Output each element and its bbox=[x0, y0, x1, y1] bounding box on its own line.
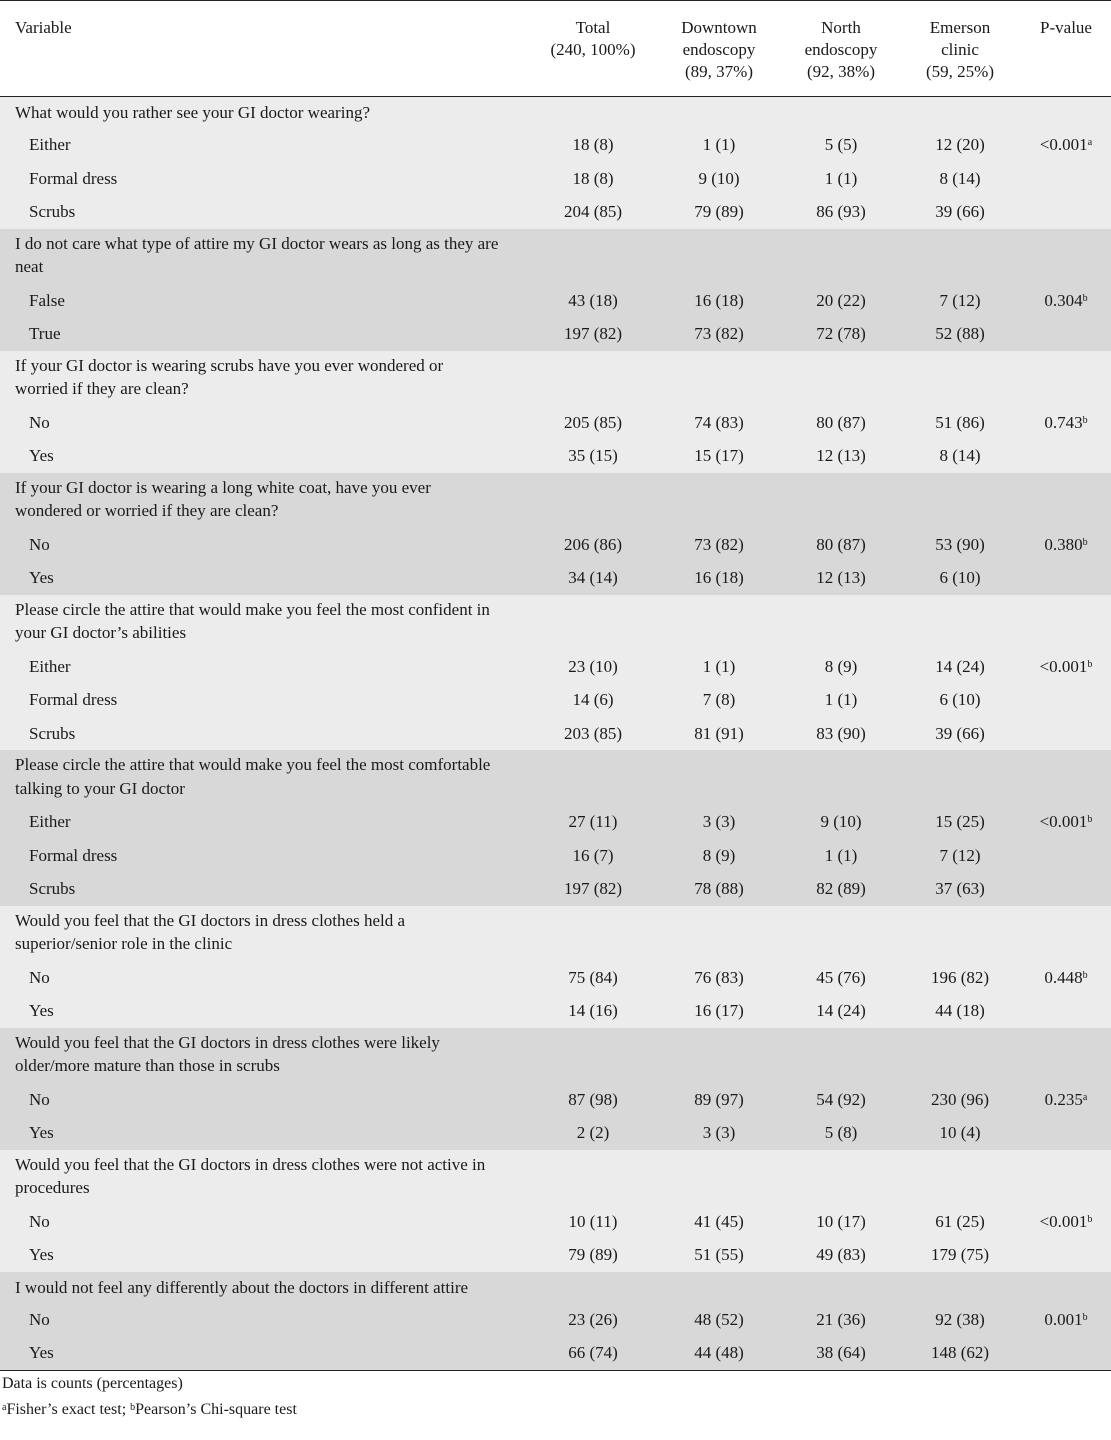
table-row bbox=[0, 717, 1111, 751]
table-cell: 197 (82) bbox=[563, 879, 623, 898]
table-cell: 92 (38) bbox=[935, 1309, 985, 1329]
footnote-tests: $^a$Fisher’s exact test; $^b$Pearson’s Chi-square test bbox=[2, 1400, 297, 1418]
header-total: Total (240, 100%) bbox=[550, 18, 636, 59]
table-cell: 10 (11) bbox=[568, 1211, 618, 1231]
table-cell: 15 (17) bbox=[694, 446, 744, 465]
question-text: What would you rather see your GI doctor wearing? bbox=[15, 103, 370, 122]
question-section bbox=[0, 473, 1111, 595]
row-label: Scrubs bbox=[29, 202, 76, 221]
table-cell: 35 (15) bbox=[568, 446, 618, 465]
table-cell: 12 (13) bbox=[816, 446, 866, 465]
table-cell: 80 (87) bbox=[816, 412, 866, 432]
p-value-number: <0.001 bbox=[1039, 1211, 1088, 1231]
p-value-number: 0.001 bbox=[1044, 1309, 1083, 1329]
table-row bbox=[0, 683, 1111, 717]
table-row bbox=[0, 195, 1111, 229]
table-cell: 6 (10) bbox=[939, 690, 981, 709]
row-label: No bbox=[29, 412, 50, 432]
table-row bbox=[0, 1238, 1111, 1272]
table-cell: 12 (13) bbox=[816, 568, 866, 587]
question-section bbox=[0, 906, 1111, 1028]
row-label: Either bbox=[29, 135, 71, 154]
table-cell: 203 (85) bbox=[563, 723, 623, 743]
table-body bbox=[0, 97, 1111, 1371]
question-section bbox=[0, 1272, 1111, 1370]
table-row bbox=[0, 650, 1111, 684]
row-label: True bbox=[29, 324, 61, 343]
table-cell: 16 (18) bbox=[694, 290, 744, 310]
table-cell: 45 (76) bbox=[816, 967, 866, 987]
row-label: No bbox=[29, 967, 50, 987]
table-cell: 48 (52) bbox=[694, 1309, 744, 1329]
table-cell: 23 (26) bbox=[568, 1309, 618, 1329]
table-header bbox=[0, 0, 1111, 97]
row-label: Formal dress bbox=[29, 690, 118, 709]
p-value-test-marker: b bbox=[1082, 414, 1088, 426]
header-north: North endoscopy (92, 38%) bbox=[804, 18, 878, 81]
question-section bbox=[0, 750, 1111, 906]
table-cell: 21 (36) bbox=[816, 1309, 866, 1329]
table-cell: 81 (91) bbox=[694, 723, 744, 743]
question-text: If your GI doctor is wearing a long white coat, have you ever wondered or worried if they are clean? bbox=[15, 477, 431, 520]
table-row bbox=[0, 839, 1111, 873]
table-cell: 86 (93) bbox=[816, 202, 866, 221]
table-cell: 87 (98) bbox=[568, 1089, 618, 1109]
table-cell: 1 (1) bbox=[824, 845, 858, 865]
table-cell: 1 (1) bbox=[824, 168, 858, 188]
p-value bbox=[1022, 1090, 1110, 1110]
table-cell: 10 (4) bbox=[939, 1123, 981, 1142]
question-text: I would not feel any differently about the doctors in different attire bbox=[15, 1277, 469, 1297]
question-section bbox=[0, 229, 1111, 351]
row-label: Yes bbox=[29, 1123, 54, 1142]
header-emerson: Emerson clinic (59, 25%) bbox=[926, 18, 994, 81]
p-value bbox=[1022, 291, 1110, 311]
table-cell: 14 (24) bbox=[816, 1001, 866, 1020]
p-value-test-marker: b bbox=[1082, 969, 1088, 981]
table-row bbox=[0, 406, 1111, 440]
p-value-number: 0.743 bbox=[1044, 412, 1083, 432]
table-cell: 20 (22) bbox=[816, 290, 866, 310]
question-section bbox=[0, 1150, 1111, 1272]
table-cell: 44 (48) bbox=[694, 1343, 744, 1362]
table-cell: 73 (82) bbox=[694, 324, 744, 343]
table-cell: 34 (14) bbox=[568, 568, 618, 587]
table-cell: 39 (66) bbox=[935, 723, 985, 743]
table-cell: 5 (5) bbox=[824, 135, 858, 154]
table-cell: 16 (18) bbox=[694, 568, 744, 587]
question-text: Would you feel that the GI doctors in dress clothes were likely older/more mature than those in scrubs bbox=[15, 1032, 440, 1075]
table-cell: 75 (84) bbox=[568, 967, 618, 987]
p-value-test-marker: a bbox=[1082, 1091, 1088, 1103]
row-label: Formal dress bbox=[29, 845, 118, 865]
footnotes bbox=[0, 1371, 1111, 1423]
table-row bbox=[0, 961, 1111, 995]
table-cell: 79 (89) bbox=[568, 1245, 618, 1264]
question-text: I do not care what type of attire my GI doctor wears as long as they are neat bbox=[15, 233, 499, 276]
p-value-number: 0.304 bbox=[1044, 290, 1083, 310]
row-label: Yes bbox=[29, 1001, 54, 1020]
table-row bbox=[0, 128, 1111, 162]
table-cell: 204 (85) bbox=[563, 202, 623, 221]
table-cell: 38 (64) bbox=[816, 1343, 866, 1362]
table-cell: 230 (96) bbox=[930, 1089, 990, 1109]
table-cell: 6 (10) bbox=[939, 568, 981, 587]
footnote-data-desc: Data is counts (percentages) bbox=[2, 1374, 183, 1392]
table-cell: 83 (90) bbox=[816, 723, 866, 743]
p-value-test-marker: b bbox=[1087, 1213, 1093, 1225]
table-row bbox=[0, 1083, 1111, 1117]
table-cell: 12 (20) bbox=[935, 135, 985, 154]
table-cell: 1 (1) bbox=[702, 135, 736, 154]
question-text: Please circle the attire that would make you feel the most comfortable talking to your GI doctor bbox=[15, 755, 491, 798]
table-row bbox=[0, 1205, 1111, 1239]
table-cell: 15 (25) bbox=[935, 812, 985, 831]
p-value bbox=[1022, 812, 1110, 832]
p-value-test-marker: b bbox=[1082, 292, 1088, 304]
header-downtown: Downtown endoscopy (89, 37%) bbox=[681, 18, 757, 81]
table-cell: 44 (18) bbox=[935, 1001, 985, 1020]
row-label: Formal dress bbox=[29, 168, 118, 188]
p-value bbox=[1022, 135, 1110, 155]
table-row bbox=[0, 284, 1111, 318]
table-cell: 27 (11) bbox=[568, 812, 618, 831]
table-cell: 1 (1) bbox=[824, 690, 858, 709]
question-text: Would you feel that the GI doctors in dress clothes were not active in procedures bbox=[15, 1154, 486, 1197]
p-value-test-marker: b bbox=[1087, 658, 1093, 670]
table-cell: 78 (88) bbox=[694, 879, 744, 898]
table-cell: 54 (92) bbox=[816, 1089, 866, 1109]
question-text: If your GI doctor is wearing scrubs have you ever wondered or worried if they are clean? bbox=[15, 355, 444, 398]
table-row bbox=[0, 162, 1111, 196]
p-value-test-marker: b bbox=[1082, 536, 1088, 548]
row-label: Yes bbox=[29, 446, 54, 465]
table-cell: 18 (8) bbox=[572, 168, 614, 188]
p-value-test-marker: b bbox=[1087, 814, 1093, 825]
table-cell: 73 (82) bbox=[694, 534, 744, 554]
table-cell: 89 (97) bbox=[694, 1089, 744, 1109]
table-cell: 43 (18) bbox=[568, 290, 618, 310]
table-cell: 37 (63) bbox=[935, 879, 985, 898]
p-value-test-marker: b bbox=[1082, 1311, 1088, 1323]
p-value bbox=[1022, 1310, 1110, 1330]
table-cell: 80 (87) bbox=[816, 534, 866, 554]
table-cell: 3 (3) bbox=[702, 1123, 736, 1142]
table-row bbox=[0, 872, 1111, 906]
table-cell: 197 (82) bbox=[563, 324, 623, 343]
p-value-number: 0.235 bbox=[1044, 1089, 1083, 1109]
table-cell: 49 (83) bbox=[816, 1245, 866, 1264]
row-label: Either bbox=[29, 656, 71, 676]
table-cell: 74 (83) bbox=[694, 412, 744, 432]
table-row bbox=[0, 528, 1111, 562]
table-cell: 148 (62) bbox=[930, 1343, 990, 1362]
table-cell: 179 (75) bbox=[930, 1245, 990, 1264]
table-cell: 205 (85) bbox=[563, 412, 623, 432]
table-cell: 16 (7) bbox=[572, 845, 614, 865]
table-row bbox=[0, 1303, 1111, 1337]
row-label: No bbox=[29, 534, 50, 554]
table-row bbox=[0, 1336, 1111, 1370]
table-cell: 10 (17) bbox=[816, 1211, 866, 1231]
row-label: Scrubs bbox=[29, 723, 76, 743]
table-cell: 61 (25) bbox=[935, 1211, 985, 1231]
row-label: No bbox=[29, 1089, 50, 1109]
question-section bbox=[0, 351, 1111, 473]
table-cell: 53 (90) bbox=[935, 534, 985, 554]
table-cell: 76 (83) bbox=[694, 967, 744, 987]
table-cell: 196 (82) bbox=[930, 967, 990, 987]
table-cell: 7 (8) bbox=[702, 690, 736, 709]
p-value bbox=[1022, 535, 1110, 555]
row-label: Scrubs bbox=[29, 879, 76, 898]
table-cell: 39 (66) bbox=[935, 202, 985, 221]
question-text: Please circle the attire that would make you feel the most confident in your GI doctor’s abilities bbox=[15, 599, 490, 642]
table-cell: 7 (12) bbox=[939, 290, 981, 310]
table-cell: 8 (14) bbox=[939, 168, 981, 188]
p-value-number: <0.001 bbox=[1039, 135, 1088, 154]
row-label: Yes bbox=[29, 568, 54, 587]
table-cell: 9 (10) bbox=[698, 168, 740, 188]
row-label: Yes bbox=[29, 1343, 54, 1362]
table-cell: 8 (14) bbox=[939, 446, 981, 465]
table-cell: 16 (17) bbox=[694, 1001, 744, 1020]
table-cell: 52 (88) bbox=[935, 324, 985, 343]
table-cell: 72 (78) bbox=[816, 324, 866, 343]
p-value-number: 0.448 bbox=[1044, 967, 1083, 987]
table-cell: 9 (10) bbox=[820, 812, 862, 831]
table-cell: 14 (6) bbox=[572, 690, 614, 709]
table-cell: 5 (8) bbox=[824, 1123, 858, 1142]
table-row bbox=[0, 994, 1111, 1028]
table-cell: 2 (2) bbox=[576, 1123, 610, 1142]
table-cell: 79 (89) bbox=[694, 202, 744, 221]
table-row bbox=[0, 805, 1111, 839]
table-row bbox=[0, 561, 1111, 595]
table-cell: 51 (55) bbox=[694, 1245, 744, 1264]
table-cell: 206 (86) bbox=[563, 534, 623, 554]
table-cell: 8 (9) bbox=[824, 656, 858, 676]
p-value-number: <0.001 bbox=[1039, 812, 1088, 831]
question-section bbox=[0, 97, 1111, 229]
p-value-test-marker: a bbox=[1087, 137, 1093, 148]
p-value bbox=[1022, 1212, 1110, 1232]
question-section bbox=[0, 1028, 1111, 1150]
row-label: Either bbox=[29, 812, 71, 831]
table-cell: 51 (86) bbox=[935, 412, 985, 432]
table-cell: 82 (89) bbox=[816, 879, 866, 898]
table-row bbox=[0, 317, 1111, 351]
question-section bbox=[0, 595, 1111, 751]
row-label: No bbox=[29, 1309, 50, 1329]
header-pvalue: P-value bbox=[1040, 18, 1092, 37]
p-value-number: <0.001 bbox=[1039, 656, 1088, 676]
row-label: False bbox=[29, 290, 65, 310]
table-row bbox=[0, 1116, 1111, 1150]
table-cell: 14 (16) bbox=[568, 1001, 618, 1020]
table-cell: 8 (9) bbox=[702, 845, 736, 865]
p-value bbox=[1022, 657, 1110, 677]
header-variable: Variable bbox=[15, 18, 72, 37]
table-cell: 7 (12) bbox=[939, 845, 981, 865]
p-value bbox=[1022, 413, 1110, 433]
p-value-number: 0.380 bbox=[1044, 534, 1083, 554]
table-cell: 14 (24) bbox=[935, 656, 985, 676]
row-label: No bbox=[29, 1211, 50, 1231]
row-label: Yes bbox=[29, 1245, 54, 1264]
table-cell: 3 (3) bbox=[702, 812, 736, 831]
p-value bbox=[1022, 968, 1110, 988]
table-cell: 23 (10) bbox=[568, 656, 618, 676]
table-cell: 1 (1) bbox=[702, 656, 736, 676]
table-cell: 41 (45) bbox=[694, 1211, 744, 1231]
table-row bbox=[0, 439, 1111, 473]
table-cell: 66 (74) bbox=[568, 1343, 618, 1362]
table-cell: 18 (8) bbox=[572, 135, 614, 154]
question-text: Would you feel that the GI doctors in dress clothes held a superior/senior role in the clinic bbox=[15, 910, 406, 953]
